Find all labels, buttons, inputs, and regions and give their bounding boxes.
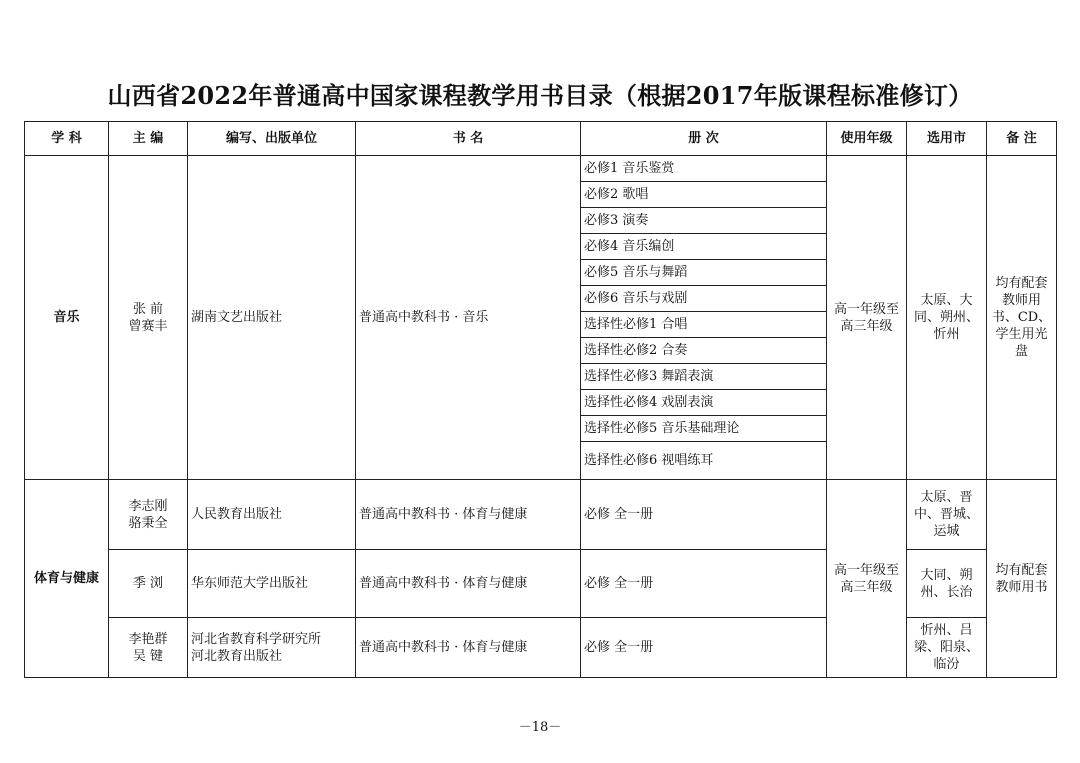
header-cities: 选用市 (907, 122, 987, 156)
editor-name: 吴 键 (132, 648, 164, 664)
pe-volume: 必修 全一册 (581, 550, 827, 618)
music-book: 普通高中教科书 · 音乐 (356, 156, 581, 480)
pe-cities: 忻州、吕梁、阳泉、临汾 (907, 618, 987, 678)
pe-subject: 体育与健康 (25, 480, 109, 678)
volume-cell: 必修2 歌唱 (581, 182, 827, 208)
pe-editors (109, 480, 188, 550)
header-book: 书 名 (356, 122, 581, 156)
music-subject: 音乐 (25, 156, 109, 480)
volume-cell: 选择性必修5 音乐基础理论 (581, 416, 827, 442)
volume-cell: 必修1 音乐鉴赏 (581, 156, 827, 182)
editor-name: 李艳群 (128, 631, 168, 647)
table-row (25, 156, 1057, 182)
pe-book: 普通高中教科书 · 体育与健康 (356, 550, 581, 618)
page-title: 山西省2022年普通高中国家课程教学用书目录（根据2017年版课程标准修订） (107, 81, 973, 110)
header-subject: 学 科 (25, 122, 109, 156)
pe-publisher: 人民教育出版社 (188, 480, 356, 550)
pe-note: 均有配套教师用书 (987, 480, 1057, 678)
editor-name: 张 前 (132, 301, 164, 317)
pe-editors (109, 550, 188, 618)
volume-cell: 选择性必修6 视唱练耳 (581, 442, 827, 480)
volume-cell: 选择性必修1 合唱 (581, 312, 827, 338)
volume-cell: 必修6 音乐与戏剧 (581, 286, 827, 312)
header-editor: 主 编 (109, 122, 188, 156)
music-grade: 高一年级至高三年级 (827, 156, 907, 480)
page-number: －18－ (518, 720, 562, 735)
volume-cell: 选择性必修3 舞蹈表演 (581, 364, 827, 390)
pe-editors (109, 618, 188, 678)
pe-book: 普通高中教科书 · 体育与健康 (356, 618, 581, 678)
pe-book: 普通高中教科书 · 体育与健康 (356, 480, 581, 550)
editor-name: 季 浏 (132, 576, 164, 591)
music-editors (109, 156, 188, 480)
editor-name: 骆秉全 (128, 515, 168, 531)
volume-cell: 必修5 音乐与舞蹈 (581, 260, 827, 286)
volume-cell: 选择性必修2 合奏 (581, 338, 827, 364)
volume-cell: 必修4 音乐编创 (581, 234, 827, 260)
music-cities: 太原、大同、朔州、忻州 (907, 156, 987, 480)
publisher-name: 河北省教育科学研究所 (191, 631, 322, 647)
volume-cell: 必修3 演奏 (581, 208, 827, 234)
pe-publisher: 华东师范大学出版社 (188, 550, 356, 618)
music-publisher: 湖南文艺出版社 (188, 156, 356, 480)
editor-name: 曾赛丰 (128, 318, 168, 334)
catalog-table (24, 121, 1057, 678)
header-note: 备 注 (987, 122, 1057, 156)
pe-grade: 高一年级至高三年级 (827, 480, 907, 678)
pe-cities: 大同、朔州、长治 (907, 550, 987, 618)
header-publisher: 编写、出版单位 (188, 122, 356, 156)
pe-publisher (188, 618, 356, 678)
pe-volume: 必修 全一册 (581, 480, 827, 550)
table-header-row (25, 122, 1057, 156)
table-row (25, 480, 1057, 550)
editor-name: 李志刚 (128, 498, 168, 514)
music-note: 均有配套教师用书、CD、学生用光盘 (987, 156, 1057, 480)
header-grade: 使用年级 (827, 122, 907, 156)
volume-cell: 选择性必修4 戏剧表演 (581, 390, 827, 416)
publisher-name: 河北教育出版社 (191, 648, 283, 664)
header-volume: 册 次 (581, 122, 827, 156)
pe-volume: 必修 全一册 (581, 618, 827, 678)
pe-cities: 太原、晋中、晋城、运城 (907, 480, 987, 550)
